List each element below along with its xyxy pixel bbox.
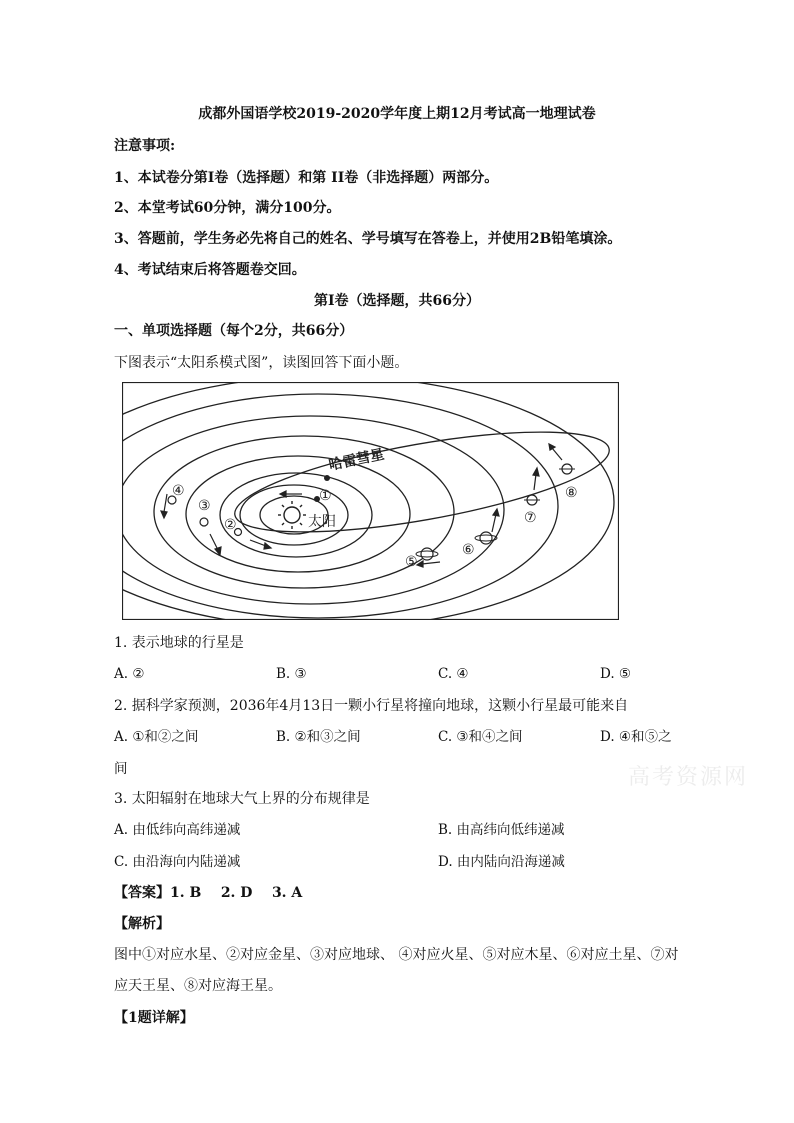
detail-heading: 【1题详解】 bbox=[114, 1010, 194, 1026]
question-1-option-c[interactable]: C. ④ bbox=[438, 666, 469, 682]
planet-number-8: ⑧ bbox=[565, 485, 578, 501]
answer-line: 【答案】1. B 2. D 3. A bbox=[114, 885, 303, 901]
planet-number-2: ② bbox=[224, 517, 237, 533]
question-2-option-b[interactable]: B. ②和③之间 bbox=[276, 729, 361, 745]
question-2-option-d[interactable]: D. ④和⑤之 bbox=[600, 729, 672, 745]
question-1-option-b[interactable]: B. ③ bbox=[276, 666, 307, 682]
planet-marker bbox=[480, 532, 492, 544]
notice-item: 1、本试卷分第Ⅰ卷（选择题）和第 II卷（非选择题）两部分。 bbox=[114, 170, 499, 186]
solar-system-diagram bbox=[122, 382, 619, 620]
comet-label: 哈雷彗星 bbox=[327, 446, 386, 474]
planet-number-6: ⑥ bbox=[462, 542, 475, 558]
section1-title: 一、单项选择题（每个2分，共66分） bbox=[114, 323, 354, 339]
planet-number-1: ① bbox=[319, 488, 332, 504]
planet-number-5: ⑤ bbox=[405, 554, 418, 570]
analysis-text: 应天王星、⑧对应海王星。 bbox=[114, 978, 282, 994]
question-3-option-d[interactable]: D. 由内陆向沿海递减 bbox=[438, 854, 565, 870]
question-2-option-d-wrap: 间 bbox=[114, 761, 128, 777]
notice-item: 3、答题前，学生务必先将自己的姓名、学号填写在答卷上，并使用2B铅笔填涂。 bbox=[114, 231, 622, 247]
notice-heading: 注意事项: bbox=[114, 138, 176, 154]
planet-number-7: ⑦ bbox=[524, 510, 537, 526]
question-3-option-a[interactable]: A. 由低纬向高纬递减 bbox=[114, 822, 241, 838]
question-3-option-c[interactable]: C. 由沿海向内陆递减 bbox=[114, 854, 241, 870]
planet-number-3: ③ bbox=[198, 498, 211, 514]
question-2-stem: 2. 据科学家预测，2036年4月13日一颗小行星将撞向地球，这颗小行星最可能来自 bbox=[114, 698, 629, 714]
part1-title: 第Ⅰ卷（选择题，共66分） bbox=[313, 293, 481, 309]
analysis-text: 图中①对应水星、②对应金星、③对应地球、 ④对应火星、⑤对应木星、⑥对应土星、⑦对 bbox=[114, 947, 679, 963]
planet-number-4: ④ bbox=[172, 483, 185, 499]
question-2-option-a[interactable]: A. ①和②之间 bbox=[114, 729, 199, 745]
sun-label: 太阳 bbox=[308, 514, 336, 530]
question-1-option-a[interactable]: A. ② bbox=[114, 666, 145, 682]
question-3-option-b[interactable]: B. 由高纬向低纬递减 bbox=[438, 822, 565, 838]
planet-marker bbox=[421, 548, 433, 560]
notice-item: 2、本堂考试60分钟，满分100分。 bbox=[114, 200, 341, 216]
notice-item: 4、考试结束后将答题卷交回。 bbox=[114, 262, 306, 278]
planet-marker bbox=[200, 518, 208, 526]
exam-title: 成都外国语学校2019-2020学年度上期12月考试高一地理试卷 bbox=[198, 106, 596, 122]
solar-system-figure bbox=[122, 382, 619, 620]
question-1-stem: 1. 表示地球的行星是 bbox=[114, 635, 244, 651]
watermark: 高考资源网 bbox=[628, 765, 749, 790]
comet-marker bbox=[324, 475, 330, 481]
question-3-stem: 3. 太阳辐射在地球大气上界的分布规律是 bbox=[114, 791, 370, 807]
analysis-heading: 【解析】 bbox=[114, 916, 170, 932]
intro-text: 下图表示“太阳系模式图”，读图回答下面小题。 bbox=[114, 355, 409, 371]
question-2-option-c[interactable]: C. ③和④之间 bbox=[438, 729, 523, 745]
question-1-option-d[interactable]: D. ⑤ bbox=[600, 666, 632, 682]
